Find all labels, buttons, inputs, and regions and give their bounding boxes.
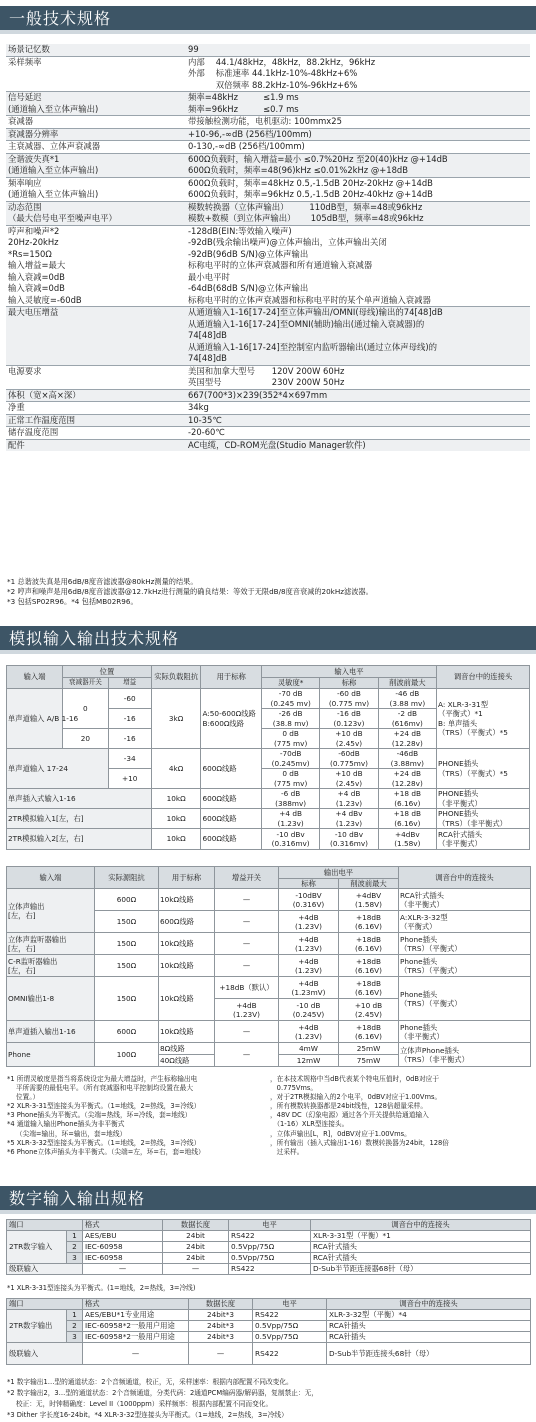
spec-value: 从通道输入1-16[17-24]至立体声输出/OMNI(母线)输出的74[48]dB — [186, 307, 530, 319]
spec-row — [6, 80, 530, 92]
spec-value: -64dB(68dB S/N)@立体声输出 — [188, 283, 309, 293]
spec-row — [6, 104, 530, 116]
spec-value: 34kg — [186, 402, 530, 415]
spec-label: 哼声和噪声*2 — [6, 225, 186, 237]
spec-label: 输入灵敏度=-60dB — [8, 294, 82, 305]
spec-label: 场景记忆数 — [8, 44, 50, 54]
spec-row — [6, 237, 530, 249]
spec-label: 输入衰减=0dB — [8, 283, 65, 293]
spec-label: 衰减器分辨率 — [6, 128, 186, 141]
note-line: 过采样。 — [270, 1147, 304, 1156]
spec-row — [6, 165, 530, 177]
spec-row — [6, 342, 530, 354]
spec-label: 主衰减器、立体声衰减器 — [6, 141, 186, 154]
spec-row — [6, 128, 530, 141]
spec-label: *Rs=150Ω — [8, 248, 52, 259]
note-line: ，立体声输出[L，R]，0dBV对应于1.00Vms。 — [270, 1129, 411, 1138]
spec-row — [6, 177, 530, 189]
spec-row — [6, 260, 530, 272]
note-line: *3 包括SP02R96。*4 包括MB02R96。 — [7, 597, 138, 607]
spec-value: -92dB(96dB S/N)@立体声输出 — [188, 248, 309, 259]
spec-value: 600Ω负载时，输入增益=最小 ≤0.7%20Hz 至20(40)kHz @+14dB — [186, 153, 530, 165]
spec-value: 0-130,-∞dB (256档/100mm) — [186, 141, 530, 154]
spec-value: 74[48]dB — [188, 353, 227, 363]
spec-label: 20Hz-20kHz — [8, 237, 59, 247]
spec-label: 信号延迟 — [6, 92, 186, 104]
spec-value: AC电缆，CD-ROM光盘(Studio Manager软件) — [186, 439, 530, 451]
spec-row — [6, 283, 530, 295]
spec-label — [6, 80, 186, 92]
spec-value: 频率=48kHz ≤1.9 ms — [186, 92, 530, 104]
spec-row — [6, 141, 530, 154]
spec-value: -128dB(EIN:等效输入噪声) — [186, 225, 530, 237]
spec-row — [6, 427, 530, 440]
note-line: *4 通道输入输出Phone插头为非平衡式 — [7, 1120, 125, 1129]
spec-row — [6, 249, 530, 261]
note-line: ，所有模数转换器都是24bit线性，128倍超量采样。 — [270, 1102, 428, 1111]
spec-value: 74[48]dB — [188, 330, 227, 340]
spec-label: (通道输入至立体声输出) — [8, 103, 99, 114]
spec-row — [6, 439, 530, 451]
spec-value: 模数转换器（立体声输出） 110dB型，频率=48或96kHz — [186, 201, 530, 213]
analog-notes-right — [270, 1075, 449, 1157]
digital-input-note: *1 XLR-3-31型连接头为平衡式。(1=地线，2=热线，3=冷线) — [7, 1284, 196, 1292]
spec-value: 模数+数模（到立体声输出） 105dB型，频率=48或96kHz — [188, 213, 424, 223]
spec-value: 频率=96kHz ≤0.7 ms — [188, 103, 299, 114]
spec-label: (通道输入至立体声输出) — [8, 189, 99, 199]
spec-label: (通道输入至立体声输出) — [8, 165, 99, 175]
spec-value: 最小电平时 — [188, 271, 230, 282]
note-line: ，所有输出（插入式输出1-16）数模转换器为24bit，128倍 — [270, 1138, 449, 1147]
spec-row — [6, 92, 530, 104]
spec-label — [6, 377, 186, 389]
analog-input-table: 输入端 位置 实际负载阻抗 用于标称 输入电平 调音台中的连接头 衰减器开关 增益 灵敏度* 标称 削波前最大 单声道输入 A/B 1-16 0 -60 3kΩ A:50-600Ω线路 B:600Ω线路 -70 dB (0.245 mv) -60 dB (0.775 mv) -46 dB (3.88 mv) A: XLR-3-31型 （平衡式）*1 B: 单声插头 （TRS）（平衡式）*5 -16 -26 dB (38.8 mv) -16 dB (0.123v) -2 dB (616mv) 20 -16 0 dB (775 mv) +10 dB (2.45v) +24 dB (12.28v) 单声道输入 17-24 -34 4kΩ 600Ω线路 -70dB (0.245mv) -60dB (0.775mv) -46dB (3.88mv) PHONE插头 （TRS）（平衡式）*5 +10 0 dB (775 mv) +10 dB (2.45v) +24 dB (12.28v) 单声插入式输入1-16 10kΩ 600Ω线路 -6 dB (388mv) +4 dB (1.23v) +18 dB (6.16v) PHONE插头 （非平衡式） 2TR模拟输入1[左，右] 10kΩ 600Ω线路 +4 dB (1.23v) +4 dBv (1.23v) +18 dB (6.16v) PHONE插头 （TRS）（非平衡式） 2TR模拟输入2[左，右] 10kΩ 600Ω线路 -10 dBv (0.316mv) -10 dBv (0.316mv) +4dBv (1.58v) RCA针式插头 （非平衡式） — [6, 665, 530, 850]
spec-label: 最大电压增益 — [6, 307, 186, 319]
spec-row — [6, 365, 530, 377]
spec-label: 正常工作温度范围 — [6, 414, 186, 427]
section-title: 数字输入输出规格 — [9, 1189, 146, 1208]
spec-row — [6, 213, 530, 225]
spec-label — [6, 342, 186, 354]
spec-value: 外部 标准速率 44.1kHz-10%-48kHz+6% — [188, 68, 358, 78]
note-line: 0.775Vms。 — [270, 1084, 318, 1093]
spec-label: 全谐波失真*1 — [6, 153, 186, 165]
spec-label: 储存温度范围 — [6, 427, 186, 440]
spec-value: 美国和加拿大型号 120V 200W 60Hz — [186, 365, 530, 377]
spec-value: +10-96,-∞dB (256档/100mm) — [186, 128, 530, 141]
spec-row — [6, 295, 530, 307]
spec-label — [6, 319, 186, 331]
note-line: *2 XLR-3-31型连接头为平衡式。（1=地线，2=热线，3=冷线） — [7, 1102, 201, 1111]
digital-io-section — [0, 1186, 536, 1214]
spec-value: -92dB(残余输出噪声)@立体声输出，立体声输出关闭 — [188, 237, 387, 247]
note-line: 校正：无，时钟精确度：Level II（1000ppm）采样频率：根据内部配置不同而变化。 — [7, 1400, 273, 1408]
section-header — [0, 1186, 536, 1214]
spec-row — [6, 377, 530, 389]
spec-label — [6, 330, 186, 342]
spec-row — [6, 319, 530, 331]
note-line: 位置。） — [7, 1093, 40, 1102]
spec-value: 英国型号 230V 200W 50Hz — [188, 377, 345, 387]
spec-row — [6, 414, 530, 427]
spec-label — [6, 68, 186, 80]
analog-io-section — [0, 626, 536, 654]
spec-value: 667(700*3)×239(352*4×697mm — [186, 389, 530, 402]
note-line: （1-16）XLR型连接头。 — [270, 1120, 349, 1129]
spec-label: 输入衰减=0dB — [8, 271, 65, 282]
spec-label: 体积（宽×高×深） — [6, 389, 186, 402]
spec-value: -20-60℃ — [186, 427, 530, 440]
spec-label: 配件 — [6, 439, 186, 451]
note-line: *2 数字输出2，3…型的通道状态：2个音频通道，分类代码：2通道PCM编码器/解码器，复制禁止：无， — [7, 1389, 318, 1397]
note-line: ，对于2TR模拟输入的2个电平，0dBV对应于1.00Vms。 — [270, 1093, 442, 1102]
section-header — [0, 6, 536, 34]
note-line: ，48V DC（幻象电源）通过各个开关提供给通道输入 — [270, 1111, 429, 1120]
analog-notes-left — [7, 1075, 205, 1157]
spec-label: 输入增益=最大 — [8, 260, 66, 270]
spec-row — [6, 402, 530, 415]
spec-row — [6, 307, 530, 319]
spec-label: 净重 — [6, 402, 186, 415]
note-line: 平所需要的最低电平。（所有衰减器和电平控制均设置在最大 — [7, 1084, 194, 1093]
spec-row — [6, 189, 530, 201]
note-line: *1 数字输出1…型的通道状态：2个音频通道，校正，无，采样速率：根据内部配置不同改变化。 — [7, 1378, 293, 1386]
spec-value: 600Ω负载时，频率=48(96)kHz ≤0.01%2kHz @+18dB — [188, 165, 408, 175]
spec-value: 10-35℃ — [186, 414, 530, 427]
note-line: *2 哼声和噪声是用6dB/8度音滤波器@12.7kHz进行测量的确良结果：等效于无限dB/8度音衰减的20kHz滤波器。 — [7, 587, 373, 597]
spec-value: 99 — [188, 44, 199, 54]
spec-row — [6, 56, 530, 68]
spec-value: 600Ω负载时，频率=48kHz 0.5,-1.5dB 20Hz-20kHz @+14dB — [186, 177, 530, 189]
spec-label: 衰减器 — [6, 116, 186, 129]
digital-input-table: 端口 格式 数据长度 电平 调音台中的连接头 2TR数字输入 1 AES/EBU 24bit RS422 XLR-3-31型（平衡）*1 2 IEC-60958 24bit 0.5Vpp/75Ω RCA针式插头 3 IEC-60958 24bit 0.5Vpp/75Ω RCA针式插头 级联输入 — — RS422 D-Sub半节距连接器68针（母） — [6, 1219, 531, 1275]
general-spec-section — [0, 6, 536, 34]
spec-value: 600Ω负载时，频率=96kHz 0.5,-1.5dB 20Hz-40kHz @+14dB — [188, 189, 433, 199]
section-title: 一般技术规格 — [9, 9, 112, 28]
note-line: *3 Dither 字长度16-24bit。*4 XLR-3-32型连接头为平衡式。（1=地线，2=热线，3=冷线） — [7, 1411, 288, 1419]
spec-row — [6, 389, 530, 402]
spec-label: 动态范围 — [6, 201, 186, 213]
section-header — [0, 626, 536, 654]
spec-value: 标称电平时的立体声衰减器和标称电平时的某个单声道输入衰减器 — [188, 294, 431, 305]
spec-row — [6, 272, 530, 284]
spec-row — [6, 353, 530, 365]
spec-value: 从通道输入1-16[17-24]至OMNI(辅助)输出(通过输入衰减器)的 — [188, 318, 425, 329]
analog-output-table: 输入端 实际源阻抗 用于标称 增益开关 输出电平 调音台中的连接头 标称 削波前最大 立体声输出 [左，右] 600Ω 10kΩ线路 — -10dBV (0.316V) +4dBV (1.58V) RCA针式插头 （非平衡式） 150Ω 600Ω线路 — +4dB (1.23V) +18dB (6.16V) A:XLR-3-32型 （平衡式） 立体声监听器输出 [左，右] 150Ω 10kΩ线路 — +4dB (1.23V) +18dB (6.16V) Phone插头 （TRS）（平衡式） C-R监听器输出 [左，右] 150Ω 10kΩ线路 — +4dB (1.23V) +18dB (6.16V) Phone插头 （TRS）（平衡式） OMNI输出1-8 150Ω 10kΩ线路 +18dB（默认） +4dB (1.23mV) +18dB (6.16V) Phone插头 （TRS）（平衡式） +4dB (1.23V) -10 dB (0.245V) +10 dB (2.45V) 单声道插入输出1-16 600Ω 10kΩ线路 — +4dB (1.23V) +18dB (6.16V) Phone插头 （非平衡式） Phone 100Ω 8Ω线路 — 4mW 25mW 立体声Phone插头 （TRS）（非平衡式） 40Ω线路 12mW 75mW — [6, 866, 531, 1067]
spec-row — [6, 330, 530, 342]
spec-label: （最大信号电平至噪声电平） — [8, 213, 117, 223]
spec-value: 带接触检测功能，电机驱动: 100mmx25 — [186, 116, 530, 129]
spec-value: 标称电平时的立体声衰减器和所有通道输入衰减器 — [188, 260, 373, 270]
note-line: （尖端=输出，环=输出，套=地线） — [7, 1129, 127, 1138]
spec-row — [6, 225, 530, 237]
spec-row — [6, 201, 530, 213]
spec-row — [6, 153, 530, 165]
note-line: ，在本技术规格中当dB代表某个特电压值时，0dB对应于 — [270, 1075, 440, 1083]
note-line: *3 Phone插头为平衡式。（尖端=热线，环=冷线，套=地线） — [7, 1111, 192, 1120]
digital-notes — [7, 1377, 318, 1421]
spec-label: 电源要求 — [6, 365, 186, 377]
note-line: *6 Phone立体声插头为非平衡式。（尖端=左，环=右，套=地线） — [7, 1147, 205, 1156]
general-spec-table — [6, 44, 530, 451]
spec-label: 采样频率 — [6, 56, 186, 68]
spec-value: 从通道输入1-16[17-24]至控制室内监听器输出(通过立体声母线)的 — [188, 341, 438, 352]
spec-row — [6, 116, 530, 129]
note-line: *1 所谓灵敏度是指当将系统设定为最大增益时，产生标称输出电 — [7, 1075, 198, 1083]
spec-value: 双倍频率 88.2kHz-10%-96kHz+6% — [188, 79, 358, 90]
spec-label — [6, 353, 186, 365]
spec-label: 频率响应 — [6, 177, 186, 189]
note-line: *5 XLR-3-32型连接头为平衡式。（1=地线，2=热线，3=冷线） — [7, 1138, 201, 1147]
note-line: *1 总谐波失真是用6dB/8度音滤波器@80kHz测量的结果。 — [7, 577, 198, 586]
spec-value: 内部 44.1/48kHz，48kHz，88.2kHz，96kHz — [186, 56, 530, 68]
spec-row — [6, 68, 530, 80]
digital-output-table: 端口 格式 数据长度 电平 调音台中的连接头 2TR数字输出 1 AES/EBU*1专业用途 24bit*3 RS422 XLR-3-32型（平衡）*4 2 IEC-60958*2一般用户用途 24bit*3 0.5Vpp/75Ω RCA针插头 3 IEC-60958*2一般用户用途 24bit*3 0.5Vpp/75Ω RCA针插头 级联输入 — — RS422 D-Sub半节距连接头68针（母） — [6, 1298, 531, 1365]
section-title: 模拟输入输出技术规格 — [9, 629, 180, 648]
spec-row — [6, 44, 530, 56]
general-notes — [7, 577, 373, 608]
